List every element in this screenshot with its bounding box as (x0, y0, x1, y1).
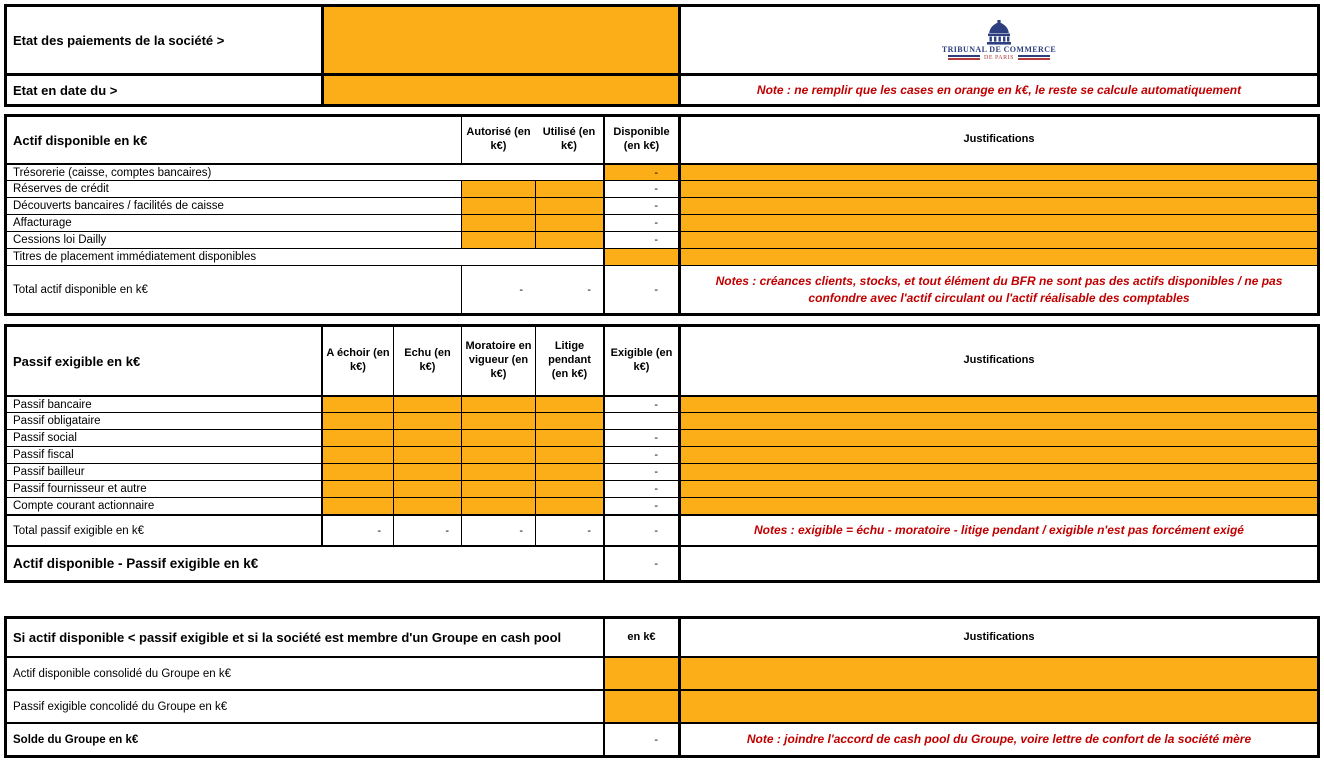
actif-row-4-autorise-input[interactable] (461, 231, 535, 248)
passif-row-6-justification-input[interactable] (678, 497, 1317, 514)
passif-row-1-justification-input[interactable] (678, 412, 1317, 429)
actif-note: Notes : créances clients, stocks, et tout élément du BFR ne sont pas des actifs disponibles / ne pas confondre avec l'actif circulant ou l'actif réalisable des comptables (678, 265, 1317, 313)
actif-row-5-justification-input[interactable] (678, 248, 1317, 265)
col-header-justifications: Justifications (678, 619, 1317, 656)
date-input[interactable] (321, 73, 678, 104)
passif-row-6-a-echoir-input[interactable] (321, 497, 393, 514)
tribunal-dome-icon (984, 20, 1014, 45)
passif-row-5-echu-input[interactable] (393, 480, 461, 497)
actif-row-label: Découverts bancaires / facilités de caisse (7, 197, 461, 214)
passif-row-6-echu-input[interactable] (393, 497, 461, 514)
actif-minus-passif-label: Actif disponible - Passif exigible en k€ (7, 545, 603, 580)
group-row-label: Actif disponible consolidé du Groupe en k€ (7, 656, 603, 689)
passif-total-moratoire: - (461, 514, 535, 545)
actif-row-1-disponible-value: - (603, 180, 678, 197)
passif-row-label: Passif fiscal (7, 446, 321, 463)
passif-row-5-exigible-value: - (603, 480, 678, 497)
actif-row-1-utilise-input[interactable] (535, 180, 603, 197)
passif-row-6-moratoire-input[interactable] (461, 497, 535, 514)
passif-total-label: Total passif exigible en k€ (7, 514, 321, 545)
passif-row-2-exigible-value: - (603, 429, 678, 446)
passif-row-3-justification-input[interactable] (678, 446, 1317, 463)
passif-row-0-moratoire-input[interactable] (461, 395, 535, 412)
passif-row-5-a-echoir-input[interactable] (321, 480, 393, 497)
logo-left-bar (948, 55, 980, 60)
actif-row-label: Affacturage (7, 214, 461, 231)
group-cash-pool-table (4, 616, 1320, 758)
passif-row-0-justification-input[interactable] (678, 395, 1317, 412)
passif-row-5-justification-input[interactable] (678, 480, 1317, 497)
group-row-label: Passif exigible concolidé du Groupe en k€ (7, 689, 603, 722)
actif-row-label: Cessions loi Dailly (7, 231, 461, 248)
col-header-moratoire: Moratoire en vigueur (en k€) (461, 327, 535, 395)
actif-total-utilise: - (535, 265, 603, 313)
passif-row-2-justification-input[interactable] (678, 429, 1317, 446)
group-row-0-value-input[interactable] (603, 656, 678, 689)
passif-row-1-moratoire-input[interactable] (461, 412, 535, 429)
group-row-1-justification-input[interactable] (678, 689, 1317, 722)
actif-row-2-justification-input[interactable] (678, 197, 1317, 214)
passif-row-0-echu-input[interactable] (393, 395, 461, 412)
actif-row-1-justification-input[interactable] (678, 180, 1317, 197)
passif-row-4-echu-input[interactable] (393, 463, 461, 480)
passif-row-2-echu-input[interactable] (393, 429, 461, 446)
group-row-1-value-input[interactable] (603, 689, 678, 722)
passif-row-1-litige-input[interactable] (535, 412, 603, 429)
actif-total-autorise: - (461, 265, 535, 313)
actif-row-3-utilise-input[interactable] (535, 214, 603, 231)
actif-row-2-utilise-input[interactable] (535, 197, 603, 214)
passif-total-litige: - (535, 514, 603, 545)
logo-box (678, 7, 1317, 73)
date-label: Etat en date du > (7, 73, 321, 104)
actif-row-0-justification-input[interactable] (678, 163, 1317, 180)
passif-row-1-a-echoir-input[interactable] (321, 412, 393, 429)
passif-row-4-exigible-value: - (603, 463, 678, 480)
fill-instructions-note: Note : ne remplir que les cases en orange en k€, le reste se calcule automatiquement (678, 73, 1317, 104)
actif-disponible-table (4, 114, 1320, 316)
passif-row-0-a-echoir-input[interactable] (321, 395, 393, 412)
actif-row-label: Réserves de crédit (7, 180, 461, 197)
group-row-0-justification-input[interactable] (678, 656, 1317, 689)
passif-row-label: Passif bancaire (7, 395, 321, 412)
logo-subtitle-row (948, 55, 1050, 61)
passif-row-5-moratoire-input[interactable] (461, 480, 535, 497)
group-solde-label: Solde du Groupe en k€ (7, 722, 603, 755)
top-section (4, 4, 1320, 107)
logo-right-bar (1018, 55, 1050, 60)
col-header-utilise: Utilisé (en k€) (535, 117, 603, 163)
passif-row-5-litige-input[interactable] (535, 480, 603, 497)
passif-row-label: Passif fournisseur et autre (7, 480, 321, 497)
col-header-echu: Echu (en k€) (393, 327, 461, 395)
col-header-litige: Litige pendant (en k€) (535, 327, 603, 395)
actif-row-label: Titres de placement immédiatement disponibles (7, 248, 603, 265)
passif-row-4-justification-input[interactable] (678, 463, 1317, 480)
company-name-input[interactable] (321, 7, 678, 73)
passif-row-4-a-echoir-input[interactable] (321, 463, 393, 480)
passif-row-1-exigible-value (603, 412, 678, 429)
passif-row-4-moratoire-input[interactable] (461, 463, 535, 480)
col-header-disponible: Disponible (en k€) (603, 117, 678, 163)
passif-row-2-moratoire-input[interactable] (461, 429, 535, 446)
passif-row-label: Passif obligataire (7, 412, 321, 429)
passif-title: Passif exigible en k€ (7, 327, 321, 395)
passif-row-label: Passif social (7, 429, 321, 446)
actif-row-4-disponible-value: - (603, 231, 678, 248)
col-header-en-ke: en k€ (603, 619, 678, 656)
passif-row-2-a-echoir-input[interactable] (321, 429, 393, 446)
passif-row-1-echu-input[interactable] (393, 412, 461, 429)
passif-row-2-litige-input[interactable] (535, 429, 603, 446)
passif-row-0-litige-input[interactable] (535, 395, 603, 412)
actif-minus-passif-justification (678, 545, 1317, 580)
actif-row-5-disponible-input[interactable] (603, 248, 678, 265)
passif-exigible-table (4, 324, 1320, 583)
col-header-autorise: Autorisé (en k€) (461, 117, 535, 163)
group-solde-value: - (603, 722, 678, 755)
actif-row-2-disponible-value: - (603, 197, 678, 214)
passif-total-a-echoir: - (321, 514, 393, 545)
actif-title: Actif disponible en k€ (7, 117, 461, 163)
passif-row-3-a-echoir-input[interactable] (321, 446, 393, 463)
passif-row-3-litige-input[interactable] (535, 446, 603, 463)
company-label: Etat des paiements de la société > (7, 7, 321, 73)
actif-row-3-justification-input[interactable] (678, 214, 1317, 231)
logo-subtitle: DE PARIS (984, 54, 1014, 61)
passif-total-echu: - (393, 514, 461, 545)
col-header-a-echoir: A échoir (en k€) (321, 327, 393, 395)
passif-row-3-moratoire-input[interactable] (461, 446, 535, 463)
passif-row-label: Passif bailleur (7, 463, 321, 480)
actif-row-1-autorise-input[interactable] (461, 180, 535, 197)
passif-row-3-exigible-value: - (603, 446, 678, 463)
group-note: Note : joindre l'accord de cash pool du Groupe, voire lettre de confort de la société mère (678, 722, 1317, 755)
col-header-justifications: Justifications (678, 117, 1317, 163)
passif-row-3-echu-input[interactable] (393, 446, 461, 463)
actif-row-4-justification-input[interactable] (678, 231, 1317, 248)
passif-row-6-exigible-value: - (603, 497, 678, 514)
actif-row-4-utilise-input[interactable] (535, 231, 603, 248)
col-header-justifications: Justifications (678, 327, 1317, 395)
passif-row-4-litige-input[interactable] (535, 463, 603, 480)
actif-row-3-autorise-input[interactable] (461, 214, 535, 231)
passif-row-0-exigible-value: - (603, 395, 678, 412)
passif-row-6-litige-input[interactable] (535, 497, 603, 514)
passif-note: Notes : exigible = échu - moratoire - litige pendant / exigible n'est pas forcément exigé (678, 514, 1317, 545)
actif-row-3-disponible-value: - (603, 214, 678, 231)
actif-total-disponible: - (603, 265, 678, 313)
actif-minus-passif-value: - (603, 545, 678, 580)
passif-row-label: Compte courant actionnaire (7, 497, 321, 514)
actif-row-2-autorise-input[interactable] (461, 197, 535, 214)
group-title: Si actif disponible < passif exigible et si la société est membre d'un Groupe en cash pool (7, 619, 603, 656)
col-header-exigible: Exigible (en k€) (603, 327, 678, 395)
passif-total-exigible: - (603, 514, 678, 545)
actif-row-0-disponible-value: - (603, 163, 678, 180)
logo-title: TRIBUNAL DE COMMERCE (941, 44, 1057, 54)
actif-total-label: Total actif disponible en k€ (7, 265, 461, 313)
actif-row-label: Trésorerie (caisse, comptes bancaires) (7, 163, 603, 180)
